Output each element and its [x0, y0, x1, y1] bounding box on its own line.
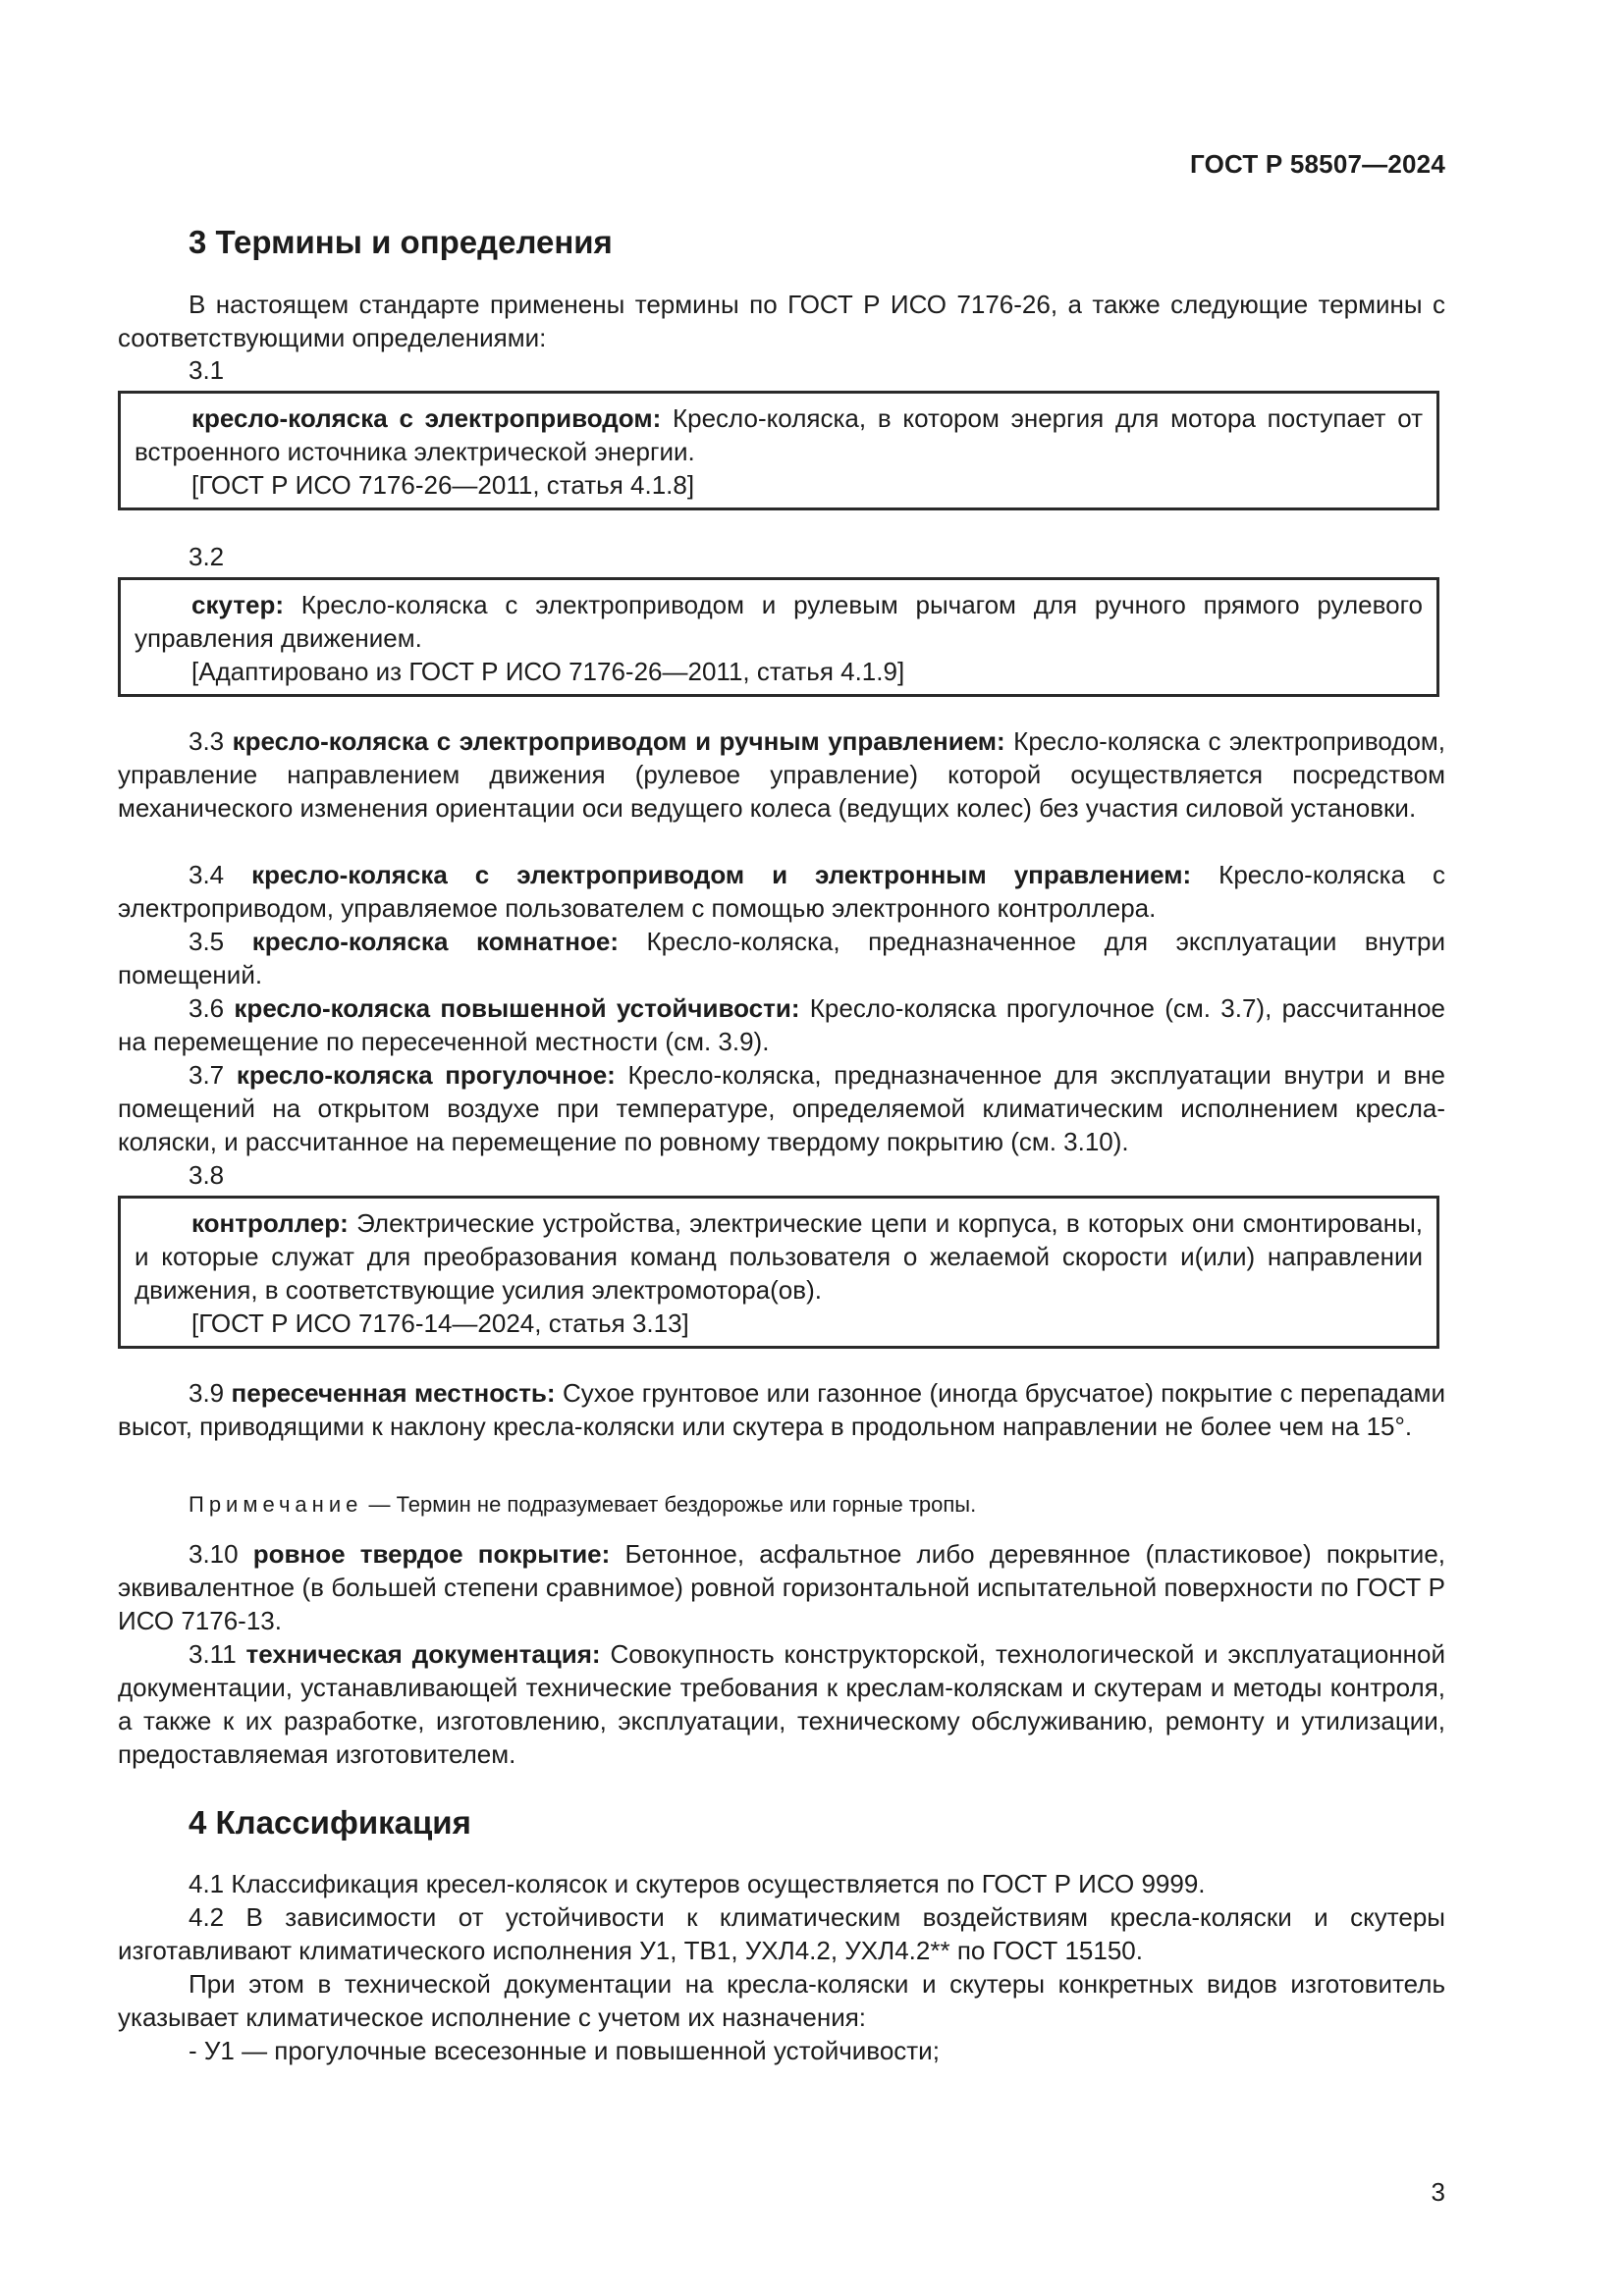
term-3-4-number: 3.4 [189, 860, 252, 889]
term-3-5 [118, 925, 1445, 991]
term-3-1-definition [135, 401, 1423, 468]
term-3-5-text: Кресло-коляска, предназначенное для эксплуатации внутри помещений. [118, 927, 1445, 989]
term-3-10-text: Бетонное, асфальтное либо деревянное (пластиковое) покрытие, эквивалентное (в большей степени сравнимое) ровной горизонтальной испытательной поверхности по ГОСТ Р ИСО 7176-13. [118, 1539, 1446, 1635]
clause-4-2: 4.2 В зависимости от устойчивости к климатическим воздействиям кресла-коляски и скутеры изготавливают климатического исполнения У1, ТВ1, УХЛ4.2, УХЛ4.2** по ГОСТ 15150. [118, 1902, 1445, 1965]
term-3-7-text: Кресло-коляска, предназначенное для эксплуатации внутри и вне помещений на открытом воздухе при температуре, определяемой климатическим исполнением кресла-коляски, и рассчитанное на перемещение по ровному твердому покрытию (см. 3.10). [118, 1060, 1446, 1156]
term-3-2-text: Кресло-коляска с электроприводом и рулевым рычагом для ручного прямого рулевого управления движением. [135, 590, 1423, 653]
term-3-2-box [118, 577, 1439, 697]
term-3-2-source: [Адаптировано из ГОСТ Р ИСО 7176-26—2011, статья 4.1.9] [191, 657, 905, 686]
term-3-1-box [118, 391, 1439, 510]
term-3-6 [118, 991, 1445, 1058]
term-3-9-number: 3.9 [189, 1378, 232, 1408]
term-3-11-term: техническая документация: [245, 1639, 601, 1669]
term-3-10-term: ровное твердое покрытие: [252, 1539, 611, 1569]
term-3-7-number: 3.7 [189, 1060, 237, 1090]
term-3-2-number: 3.2 [189, 542, 225, 571]
term-3-4-term: кресло-коляска с электроприводом и электронным управлением: [251, 860, 1192, 889]
term-3-6-term: кресло-коляска повышенной устойчивости: [234, 993, 800, 1023]
term-3-10 [118, 1537, 1445, 1637]
section-3-intro: В настоящем стандарте применены термины по ГОСТ Р ИСО 7176-26, а также следующие термины с соответствующими определениями: [118, 290, 1445, 352]
term-3-3-text: Кресло-коляска с электроприводом, управление направлением движения (рулевое управление) которой осуществляется посредством механического изменения ориентации оси ведущего колеса (ведущих колес) без участия силовой установки. [118, 726, 1445, 823]
term-3-5-number: 3.5 [189, 927, 252, 956]
term-3-1-text: Кресло-коляска, в котором энергия для мотора поступает от встроенного источника электрической энергии. [135, 403, 1423, 466]
section-3-title: 3 Термины и определения [189, 224, 613, 260]
term-3-11 [118, 1637, 1445, 1771]
term-3-8-source: [ГОСТ Р ИСО 7176-14—2024, статья 3.13] [191, 1308, 689, 1338]
term-3-1-source: [ГОСТ Р ИСО 7176-26—2011, статья 4.1.8] [191, 470, 695, 500]
term-3-8-number: 3.8 [189, 1160, 225, 1190]
term-3-9-text: Сухое грунтовое или газонное (иногда брусчатое) покрытие с перепадами высот, приводящими к наклону кресла-коляски или скутера в продольном направлении не более чем на 15°. [118, 1378, 1446, 1441]
term-3-7-term: кресло-коляска прогулочное: [236, 1060, 616, 1090]
term-3-11-number: 3.11 [189, 1639, 246, 1669]
note-label: Примечание [189, 1492, 363, 1517]
document-header: ГОСТ Р 58507—2024 [1190, 149, 1445, 179]
clause-4-1: 4.1 Классификация кресел-колясок и скутеров осуществляется по ГОСТ Р ИСО 9999. [189, 1869, 1206, 1898]
term-3-3-term: кресло-коляска с электроприводом и ручным управлением: [232, 726, 1005, 756]
term-3-5-term: кресло-коляска комнатное: [251, 927, 619, 956]
term-3-9-note [189, 1490, 1445, 1520]
term-3-4-text: Кресло-коляска с электроприводом, управляемое пользователем с помощью электронного контроллера. [118, 860, 1446, 923]
term-3-8-definition [135, 1206, 1423, 1307]
page-number: 3 [1431, 2177, 1445, 2207]
note-text: — Термин не подразумевает бездорожье или горные тропы. [362, 1492, 977, 1517]
term-3-1-number: 3.1 [189, 355, 225, 385]
section-4-title: 4 Классификация [189, 1804, 471, 1841]
term-3-9-term: пересеченная местность: [231, 1378, 556, 1408]
term-3-2-definition [135, 588, 1423, 655]
term-3-7 [118, 1058, 1445, 1158]
term-3-11-text: Совокупность конструкторской, технологической и эксплуатационной документации, устанавливающей технические требования к креслам-коляскам и скутерам и методы контроля, а также к их разработке, изготовлению, эксплуатации, техническому обслуживанию, ремонту и утилизации, предоставляемая изготовителем. [118, 1639, 1445, 1769]
term-3-10-number: 3.10 [189, 1539, 253, 1569]
clause-4-2-continuation: При этом в технической документации на кресла-коляски и скутеры конкретных видов изготовитель указывает климатическое исполнение с учетом их назначения: [118, 1969, 1445, 2032]
term-3-2-term: скутер: [191, 590, 284, 619]
term-3-3 [118, 724, 1445, 825]
term-3-1-term: кресло-коляска с электроприводом: [191, 403, 662, 433]
term-3-9 [118, 1376, 1445, 1443]
clause-4-2-list-item-u1: - У1 — прогулочные всесезонные и повышенной устойчивости; [189, 2036, 940, 2065]
term-3-3-number: 3.3 [189, 726, 233, 756]
term-3-8-text: Электрические устройства, электрические цепи и корпуса, в которых они смонтированы, и которые служат для преобразования команд пользователя о желаемой скорости и(или) направлении движения, в соответствующие усилия электромотора(ов). [135, 1208, 1423, 1305]
term-3-4 [118, 858, 1445, 925]
term-3-6-text: Кресло-коляска прогулочное (см. 3.7), рассчитанное на перемещение по пересеченной местности (см. 3.9). [118, 993, 1445, 1056]
term-3-8-term: контроллер: [191, 1208, 349, 1238]
term-3-6-number: 3.6 [189, 993, 235, 1023]
term-3-8-box [118, 1196, 1439, 1349]
